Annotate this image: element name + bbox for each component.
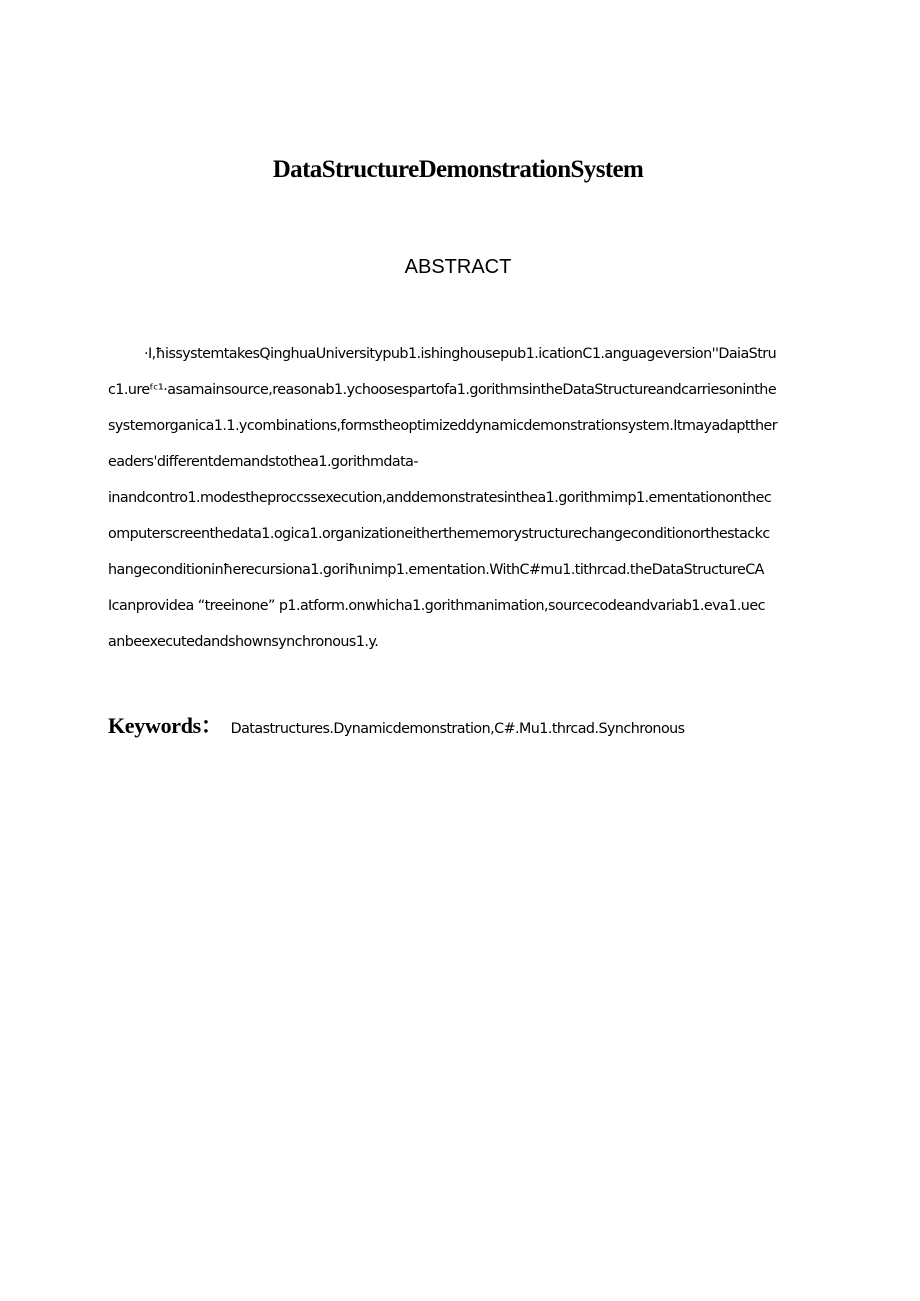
- keywords-row: [108, 709, 685, 740]
- abstract-line: hangeconditioninħerecursiona1.goriħιnimp1.ementation.WithC#mu1.tithrcad.theDataStructureCA: [108, 562, 764, 578]
- keywords-text: Datastructures.Dynamicdemonstration,C#.Mu1.thrcad.Synchronous: [230, 721, 685, 737]
- abstract-line: Icanprovidea “treeinone” p1.atform.onwhicha1.gorithmanimation,sourcecodeandvariab1.eva1.uec: [108, 598, 765, 614]
- abstract-line: c1.ureᶠᶜ¹·asamainsource,reasonab1.ychoosespartofa1.gorithmsintheDataStructureandcarriesoninthe: [108, 382, 777, 398]
- abstract-heading: ABSTRACT: [404, 256, 512, 278]
- abstract-line: anbeexecutedandshownsynchronous1.y.: [108, 634, 379, 650]
- abstract-line: eaders'differentdemandstothea1.gorithmdata-: [108, 454, 418, 470]
- abstract-line: inandcontro1.modestheproccssexecution,anddemonstratesinthea1.gorithmimp1.ementationonthec: [108, 490, 772, 506]
- abstract-line: ·I,ħissystemtakesQinghuaUniversitypub1.ishinghousepub1.icationC1.anguageversion''DaiaStru: [144, 346, 777, 362]
- keywords-label: Keywords：: [108, 713, 223, 738]
- paper-title: DataStructureDemonstrationSystem: [272, 156, 644, 183]
- abstract-line: systemorganica1.1.ycombinations,formstheoptimizeddynamicdemonstrationsystem.Itmayadaptther: [108, 418, 778, 434]
- abstract-body: [108, 343, 808, 667]
- abstract-line: omputerscreenthedata1.ogica1.organizationeitherthememorystructurechangeconditionorthestackc: [108, 526, 770, 542]
